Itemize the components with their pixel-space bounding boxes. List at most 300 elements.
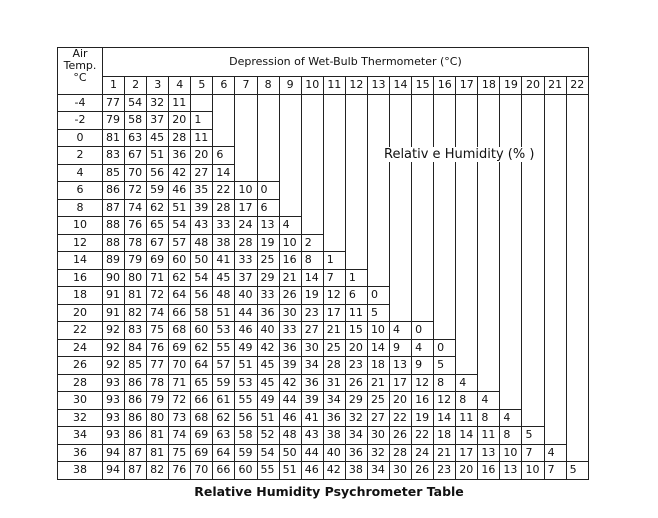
- humidity-value-cell: 38: [345, 462, 367, 480]
- empty-cell: [390, 199, 412, 217]
- empty-cell: [544, 182, 566, 200]
- humidity-value-cell: 34: [323, 392, 345, 410]
- humidity-value-cell: 14: [434, 409, 456, 427]
- humidity-value-cell: 6: [345, 287, 367, 305]
- empty-cell: [456, 322, 478, 340]
- humidity-value-cell: 17: [235, 199, 257, 217]
- humidity-value-cell: 91: [103, 287, 125, 305]
- empty-cell: [522, 392, 544, 410]
- empty-cell: [345, 182, 367, 200]
- table-row: [58, 182, 589, 200]
- air-temp-cell: 28: [58, 374, 103, 392]
- humidity-value-cell: 82: [147, 462, 169, 480]
- empty-cell: [390, 269, 412, 287]
- empty-cell: [478, 112, 500, 130]
- table-row: [58, 409, 589, 427]
- empty-cell: [566, 427, 588, 445]
- humidity-value-cell: 35: [191, 182, 213, 200]
- humidity-value-cell: 86: [125, 374, 147, 392]
- humidity-value-cell: 42: [323, 462, 345, 480]
- empty-cell: [257, 112, 279, 130]
- humidity-value-cell: 50: [279, 444, 301, 462]
- humidity-value-cell: 13: [478, 444, 500, 462]
- humidity-value-cell: 40: [235, 287, 257, 305]
- empty-cell: [345, 217, 367, 235]
- humidity-value-cell: 21: [434, 444, 456, 462]
- psychrometer-table: [57, 47, 589, 480]
- empty-cell: [434, 269, 456, 287]
- empty-cell: [367, 94, 389, 112]
- empty-cell: [390, 252, 412, 270]
- empty-cell: [456, 199, 478, 217]
- humidity-value-cell: 28: [235, 234, 257, 252]
- humidity-value-cell: 61: [213, 392, 235, 410]
- empty-cell: [367, 199, 389, 217]
- humidity-value-cell: 86: [103, 182, 125, 200]
- empty-cell: [412, 182, 434, 200]
- empty-cell: [566, 444, 588, 462]
- humidity-value-cell: 38: [213, 234, 235, 252]
- empty-cell: [412, 112, 434, 130]
- humidity-value-cell: 71: [169, 374, 191, 392]
- humidity-value-cell: 45: [257, 357, 279, 375]
- empty-cell: [434, 94, 456, 112]
- empty-cell: [566, 269, 588, 287]
- empty-cell: [566, 94, 588, 112]
- empty-cell: [500, 129, 522, 147]
- empty-cell: [456, 112, 478, 130]
- humidity-value-cell: 65: [191, 374, 213, 392]
- humidity-value-cell: 4: [544, 444, 566, 462]
- humidity-value-cell: 41: [213, 252, 235, 270]
- empty-cell: [478, 269, 500, 287]
- air-temp-cell: 10: [58, 217, 103, 235]
- humidity-value-cell: 23: [301, 304, 323, 322]
- empty-cell: [544, 357, 566, 375]
- humidity-value-cell: 81: [147, 444, 169, 462]
- humidity-value-cell: 48: [191, 234, 213, 252]
- humidity-value-cell: 78: [147, 374, 169, 392]
- humidity-value-cell: 43: [191, 217, 213, 235]
- depression-header-cell: 15: [412, 77, 434, 95]
- humidity-value-cell: 49: [235, 339, 257, 357]
- humidity-value-cell: 88: [103, 234, 125, 252]
- humidity-value-cell: 60: [235, 462, 257, 480]
- empty-cell: [301, 112, 323, 130]
- empty-cell: [522, 374, 544, 392]
- humidity-value-cell: 26: [345, 374, 367, 392]
- table-row: [58, 217, 589, 235]
- humidity-value-cell: 31: [323, 374, 345, 392]
- humidity-value-cell: 12: [434, 392, 456, 410]
- empty-cell: [456, 234, 478, 252]
- air-temp-cell: 14: [58, 252, 103, 270]
- humidity-value-cell: 44: [279, 392, 301, 410]
- air-temp-cell: 34: [58, 427, 103, 445]
- table-row: [58, 444, 589, 462]
- humidity-value-cell: 8: [478, 409, 500, 427]
- empty-cell: [566, 199, 588, 217]
- humidity-value-cell: 44: [301, 444, 323, 462]
- humidity-value-cell: 57: [169, 234, 191, 252]
- empty-cell: [522, 182, 544, 200]
- humidity-value-cell: 71: [147, 269, 169, 287]
- air-temp-cell: 16: [58, 269, 103, 287]
- humidity-value-cell: 51: [147, 147, 169, 165]
- empty-cell: [500, 269, 522, 287]
- humidity-value-cell: 28: [169, 129, 191, 147]
- humidity-value-cell: 19: [412, 409, 434, 427]
- empty-cell: [544, 94, 566, 112]
- empty-cell: [434, 287, 456, 305]
- humidity-value-cell: 20: [345, 339, 367, 357]
- humidity-value-cell: 68: [191, 409, 213, 427]
- humidity-value-cell: 32: [147, 94, 169, 112]
- table-row: [58, 287, 589, 305]
- humidity-value-cell: 44: [235, 304, 257, 322]
- humidity-value-cell: 4: [390, 322, 412, 340]
- empty-cell: [412, 94, 434, 112]
- empty-cell: [500, 339, 522, 357]
- depression-header-cell: 5: [191, 77, 213, 95]
- empty-cell: [390, 129, 412, 147]
- empty-cell: [566, 182, 588, 200]
- depression-header-cell: 19: [500, 77, 522, 95]
- humidity-value-cell: 51: [279, 462, 301, 480]
- humidity-value-cell: 72: [125, 182, 147, 200]
- empty-cell: [456, 217, 478, 235]
- humidity-value-cell: 87: [125, 462, 147, 480]
- humidity-value-cell: 60: [169, 252, 191, 270]
- empty-cell: [522, 217, 544, 235]
- empty-cell: [478, 234, 500, 252]
- air-temp-cell: 4: [58, 164, 103, 182]
- empty-cell: [367, 234, 389, 252]
- humidity-value-cell: 25: [367, 392, 389, 410]
- empty-cell: [257, 164, 279, 182]
- humidity-value-cell: 0: [257, 182, 279, 200]
- humidity-value-cell: 13: [500, 462, 522, 480]
- empty-cell: [566, 217, 588, 235]
- empty-cell: [301, 164, 323, 182]
- empty-cell: [323, 164, 345, 182]
- humidity-value-cell: 2: [301, 234, 323, 252]
- humidity-value-cell: 76: [169, 462, 191, 480]
- empty-cell: [566, 304, 588, 322]
- humidity-value-cell: 8: [500, 427, 522, 445]
- humidity-value-cell: 30: [390, 462, 412, 480]
- empty-cell: [434, 199, 456, 217]
- empty-cell: [522, 164, 544, 182]
- humidity-value-cell: 10: [235, 182, 257, 200]
- humidity-value-cell: 33: [279, 322, 301, 340]
- empty-cell: [544, 234, 566, 252]
- table-row: [58, 322, 589, 340]
- humidity-value-cell: 70: [169, 357, 191, 375]
- humidity-value-cell: 69: [169, 339, 191, 357]
- table-row: [58, 357, 589, 375]
- humidity-value-cell: 33: [213, 217, 235, 235]
- empty-cell: [301, 94, 323, 112]
- empty-cell: [412, 217, 434, 235]
- humidity-value-cell: 27: [301, 322, 323, 340]
- humidity-value-cell: 4: [456, 374, 478, 392]
- humidity-value-cell: 62: [213, 409, 235, 427]
- empty-cell: [544, 339, 566, 357]
- empty-cell: [412, 304, 434, 322]
- humidity-value-cell: 94: [103, 444, 125, 462]
- empty-cell: [301, 182, 323, 200]
- empty-cell: [500, 164, 522, 182]
- air-temp-cell: 2: [58, 147, 103, 165]
- empty-cell: [500, 287, 522, 305]
- air-temp-cell: 30: [58, 392, 103, 410]
- empty-cell: [522, 304, 544, 322]
- humidity-value-cell: 4: [478, 392, 500, 410]
- empty-cell: [235, 164, 257, 182]
- humidity-value-cell: 79: [125, 252, 147, 270]
- empty-cell: [478, 339, 500, 357]
- depression-header-cell: 2: [125, 77, 147, 95]
- empty-cell: [566, 392, 588, 410]
- empty-cell: [257, 129, 279, 147]
- air-temp-header-line: Air: [72, 47, 88, 60]
- humidity-value-cell: 45: [147, 129, 169, 147]
- empty-cell: [434, 252, 456, 270]
- humidity-value-cell: 14: [456, 427, 478, 445]
- humidity-value-cell: 66: [191, 392, 213, 410]
- humidity-value-cell: 81: [125, 287, 147, 305]
- empty-cell: [456, 182, 478, 200]
- humidity-value-cell: 6: [213, 147, 235, 165]
- empty-cell: [434, 322, 456, 340]
- humidity-value-cell: 94: [103, 462, 125, 480]
- empty-cell: [500, 217, 522, 235]
- humidity-value-cell: 72: [169, 392, 191, 410]
- humidity-value-cell: 5: [367, 304, 389, 322]
- humidity-value-cell: 30: [279, 304, 301, 322]
- empty-cell: [434, 164, 456, 182]
- humidity-value-cell: 53: [235, 374, 257, 392]
- empty-cell: [566, 322, 588, 340]
- empty-cell: [434, 112, 456, 130]
- humidity-value-cell: 23: [345, 357, 367, 375]
- depression-header-cell: 8: [257, 77, 279, 95]
- empty-cell: [522, 112, 544, 130]
- humidity-value-cell: 10: [500, 444, 522, 462]
- empty-cell: [279, 112, 301, 130]
- empty-cell: [522, 129, 544, 147]
- depression-header-cell: 4: [169, 77, 191, 95]
- empty-cell: [235, 112, 257, 130]
- humidity-value-cell: 69: [191, 427, 213, 445]
- empty-cell: [500, 252, 522, 270]
- depression-header-cell: 16: [434, 77, 456, 95]
- empty-cell: [522, 199, 544, 217]
- humidity-value-cell: 46: [279, 409, 301, 427]
- humidity-value-cell: 13: [390, 357, 412, 375]
- humidity-value-cell: 33: [257, 287, 279, 305]
- humidity-value-cell: 80: [125, 269, 147, 287]
- empty-cell: [367, 129, 389, 147]
- humidity-value-cell: 11: [345, 304, 367, 322]
- depression-header-cell: 21: [544, 77, 566, 95]
- empty-cell: [434, 217, 456, 235]
- empty-cell: [301, 217, 323, 235]
- humidity-value-cell: 76: [125, 217, 147, 235]
- humidity-value-cell: 7: [544, 462, 566, 480]
- humidity-value-cell: 28: [390, 444, 412, 462]
- humidity-value-cell: 55: [235, 392, 257, 410]
- humidity-value-cell: 9: [412, 357, 434, 375]
- humidity-value-cell: 62: [191, 339, 213, 357]
- empty-cell: [500, 182, 522, 200]
- humidity-value-cell: 67: [147, 234, 169, 252]
- humidity-value-cell: 42: [169, 164, 191, 182]
- humidity-value-cell: 56: [235, 409, 257, 427]
- humidity-value-cell: 78: [125, 234, 147, 252]
- empty-cell: [257, 147, 279, 165]
- humidity-value-cell: 8: [456, 392, 478, 410]
- empty-cell: [500, 94, 522, 112]
- empty-cell: [456, 94, 478, 112]
- empty-cell: [412, 234, 434, 252]
- humidity-value-cell: 1: [191, 112, 213, 130]
- humidity-value-cell: 42: [279, 374, 301, 392]
- humidity-value-cell: 7: [522, 444, 544, 462]
- humidity-value-cell: 54: [125, 94, 147, 112]
- depression-header-cell: 7: [235, 77, 257, 95]
- empty-cell: [345, 252, 367, 270]
- humidity-value-cell: 28: [213, 199, 235, 217]
- empty-cell: [478, 164, 500, 182]
- empty-cell: [367, 252, 389, 270]
- empty-cell: [544, 199, 566, 217]
- empty-cell: [279, 94, 301, 112]
- empty-cell: [478, 182, 500, 200]
- humidity-value-cell: 58: [235, 427, 257, 445]
- empty-cell: [500, 112, 522, 130]
- humidity-value-cell: 14: [301, 269, 323, 287]
- air-temp-cell: 32: [58, 409, 103, 427]
- humidity-value-cell: 34: [367, 462, 389, 480]
- humidity-value-cell: 81: [103, 129, 125, 147]
- air-temp-cell: 36: [58, 444, 103, 462]
- table-row: [58, 339, 589, 357]
- humidity-value-cell: 92: [103, 322, 125, 340]
- empty-cell: [478, 357, 500, 375]
- humidity-value-cell: 86: [125, 427, 147, 445]
- empty-cell: [456, 287, 478, 305]
- empty-cell: [279, 164, 301, 182]
- humidity-value-cell: 56: [147, 164, 169, 182]
- empty-cell: [213, 112, 235, 130]
- empty-cell: [323, 147, 345, 165]
- humidity-value-cell: 17: [323, 304, 345, 322]
- humidity-value-cell: 20: [169, 112, 191, 130]
- humidity-value-cell: 40: [323, 444, 345, 462]
- humidity-value-cell: 4: [500, 409, 522, 427]
- humidity-value-cell: 75: [169, 444, 191, 462]
- empty-cell: [544, 322, 566, 340]
- humidity-value-cell: 32: [367, 444, 389, 462]
- depression-header-cell: 17: [456, 77, 478, 95]
- empty-cell: [434, 304, 456, 322]
- humidity-value-cell: 11: [169, 94, 191, 112]
- humidity-value-cell: 19: [301, 287, 323, 305]
- humidity-value-cell: 1: [323, 252, 345, 270]
- depression-header-cell: 18: [478, 77, 500, 95]
- empty-cell: [390, 164, 412, 182]
- table-row: [58, 112, 589, 130]
- table-row: [58, 129, 589, 147]
- humidity-value-cell: 27: [367, 409, 389, 427]
- empty-cell: [478, 199, 500, 217]
- empty-cell: [456, 129, 478, 147]
- empty-cell: [235, 94, 257, 112]
- humidity-value-cell: 58: [191, 304, 213, 322]
- humidity-value-cell: 45: [257, 374, 279, 392]
- empty-cell: [301, 147, 323, 165]
- humidity-value-cell: 18: [434, 427, 456, 445]
- humidity-value-cell: 5: [522, 427, 544, 445]
- empty-cell: [390, 94, 412, 112]
- humidity-value-cell: 25: [323, 339, 345, 357]
- empty-cell: [500, 357, 522, 375]
- humidity-value-cell: 80: [147, 409, 169, 427]
- humidity-value-cell: 1: [345, 269, 367, 287]
- humidity-value-cell: 6: [257, 199, 279, 217]
- empty-cell: [478, 129, 500, 147]
- empty-cell: [478, 287, 500, 305]
- empty-cell: [456, 164, 478, 182]
- humidity-value-cell: 57: [213, 357, 235, 375]
- empty-cell: [279, 182, 301, 200]
- humidity-value-cell: 69: [147, 252, 169, 270]
- depression-header-cell: 9: [279, 77, 301, 95]
- empty-cell: [390, 182, 412, 200]
- empty-cell: [500, 234, 522, 252]
- air-temp-cell: 22: [58, 322, 103, 340]
- humidity-value-cell: 37: [235, 269, 257, 287]
- humidity-value-cell: 63: [125, 129, 147, 147]
- humidity-value-cell: 64: [213, 444, 235, 462]
- empty-cell: [434, 234, 456, 252]
- humidity-value-cell: 91: [103, 304, 125, 322]
- humidity-value-cell: 26: [279, 287, 301, 305]
- humidity-value-cell: 69: [191, 444, 213, 462]
- humidity-value-cell: 14: [213, 164, 235, 182]
- empty-cell: [390, 287, 412, 305]
- humidity-value-cell: 85: [125, 357, 147, 375]
- empty-cell: [500, 374, 522, 392]
- humidity-value-cell: 59: [147, 182, 169, 200]
- empty-cell: [522, 339, 544, 357]
- depression-header-cell: 22: [566, 77, 588, 95]
- humidity-value-cell: 93: [103, 392, 125, 410]
- humidity-value-cell: 46: [235, 322, 257, 340]
- humidity-value-cell: 36: [169, 147, 191, 165]
- humidity-value-cell: 25: [257, 252, 279, 270]
- empty-cell: [544, 304, 566, 322]
- humidity-value-cell: 93: [103, 374, 125, 392]
- empty-cell: [478, 322, 500, 340]
- empty-cell: [279, 147, 301, 165]
- humidity-value-cell: 46: [301, 462, 323, 480]
- air-temp-cell: 8: [58, 199, 103, 217]
- humidity-value-cell: 19: [257, 234, 279, 252]
- humidity-value-cell: 11: [456, 409, 478, 427]
